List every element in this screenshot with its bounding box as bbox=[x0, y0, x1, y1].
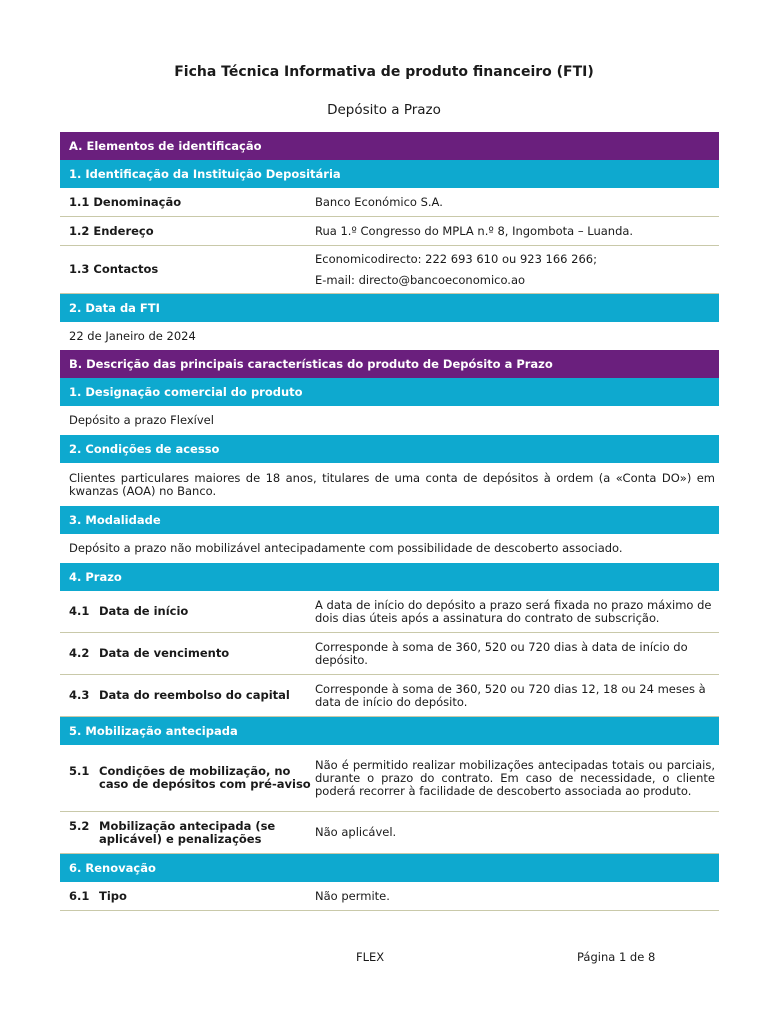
data-vencimento-number: 4.2 bbox=[69, 646, 90, 660]
section-b3-header: 3. Modalidade bbox=[60, 506, 719, 534]
section-a-header: A. Elementos de identificação bbox=[60, 132, 719, 160]
endereco-label: 1.2 Endereço bbox=[69, 223, 154, 238]
data-vencimento-value: Corresponde à soma de 360, 520 ou 720 dias à data de início do depósito. bbox=[315, 639, 688, 667]
condicoes-mobilizacao-value: Não é permitido realizar mobilizações antecipadas totais ou parciais, durante o prazo do contrato. Em caso de necessidade, o cliente poderá recorrer à facilidade de descoberto associada ao produto. bbox=[315, 757, 715, 798]
data-reembolso-label bbox=[60, 689, 315, 702]
mobilizacao-antecipada-value: Não aplicável. bbox=[315, 825, 397, 839]
row-data-reembolso bbox=[60, 675, 719, 717]
data-inicio-number: 4.1 bbox=[69, 604, 90, 618]
condicoes-mobilizacao-text: Condições de mobilização, no caso de depósitos com pré-aviso bbox=[99, 764, 311, 791]
modality-text: Depósito a prazo não mobilizável antecipadamente com possibilidade de descoberto associado. bbox=[69, 541, 623, 555]
fti-table bbox=[60, 132, 719, 911]
section-2-header: 2. Data da FTI bbox=[60, 294, 719, 322]
contactos-email: E-mail: directo@bancoeconomico.ao bbox=[315, 272, 526, 287]
row-renovacao-tipo bbox=[60, 882, 719, 911]
product-name: Depósito a prazo Flexível bbox=[69, 413, 214, 427]
data-inicio-label bbox=[60, 605, 315, 618]
mobilizacao-antecipada-label bbox=[60, 820, 315, 846]
contactos-value bbox=[315, 253, 719, 287]
row-endereco bbox=[60, 217, 719, 246]
data-vencimento-text: Data de vencimento bbox=[99, 646, 230, 660]
row-contactos bbox=[60, 246, 719, 294]
footer-page-number: Página 1 de 8 bbox=[577, 950, 656, 964]
renovacao-tipo-label bbox=[60, 890, 315, 903]
data-inicio-text: Data de início bbox=[99, 604, 189, 618]
condicoes-mobilizacao-label bbox=[60, 765, 315, 791]
data-inicio-value: A data de início do depósito a prazo será fixada no prazo máximo de dois dias úteis após a assinatura do contrato de subscrição. bbox=[315, 597, 712, 625]
endereco-value: Rua 1.º Congresso do MPLA n.º 8, Ingombota – Luanda. bbox=[315, 223, 634, 238]
data-reembolso-value: Corresponde à soma de 360, 520 ou 720 dias 12, 18 ou 24 meses à data de início do depósito. bbox=[315, 681, 706, 709]
row-condicoes-mobilizacao bbox=[60, 745, 719, 812]
section-b1-header: 1. Designação comercial do produto bbox=[60, 378, 719, 406]
row-mobilizacao-antecipada bbox=[60, 812, 719, 854]
access-conditions: Clientes particulares maiores de 18 anos, titulares de uma conta de depósitos à ordem (a «Conta DO») em kwanzas (AOA) no Banco. bbox=[69, 470, 715, 498]
row-data-vencimento bbox=[60, 633, 719, 675]
row-denominacao bbox=[60, 188, 719, 217]
denominacao-label: 1.1 Denominação bbox=[69, 194, 182, 209]
section-b4-header: 4. Prazo bbox=[60, 563, 719, 591]
data-reembolso-text: Data do reembolso do capital bbox=[99, 688, 290, 702]
renovacao-tipo-text: Tipo bbox=[99, 888, 127, 903]
contactos-label: 1.3 Contactos bbox=[69, 262, 159, 276]
fti-date: 22 de Janeiro de 2024 bbox=[69, 328, 196, 343]
footer-product-code: FLEX bbox=[356, 950, 385, 964]
condicoes-mobilizacao-number: 5.1 bbox=[69, 764, 90, 778]
document-title: Ficha Técnica Informativa de produto financeiro (FTI) bbox=[174, 64, 594, 80]
data-vencimento-label bbox=[60, 647, 315, 660]
denominacao-value: Banco Económico S.A. bbox=[315, 194, 443, 209]
section-b6-header: 6. Renovação bbox=[60, 854, 719, 882]
row-data-inicio bbox=[60, 591, 719, 633]
mobilizacao-antecipada-text: Mobilização antecipada (se aplicável) e penalizações bbox=[99, 818, 276, 846]
section-b5-header: 5. Mobilização antecipada bbox=[60, 717, 719, 745]
section-1-header: 1. Identificação da Instituição Depositária bbox=[60, 160, 719, 188]
section-b2-header: 2. Condições de acesso bbox=[60, 435, 719, 463]
renovacao-tipo-value: Não permite. bbox=[315, 888, 390, 903]
document-subtitle: Depósito a Prazo bbox=[327, 102, 441, 118]
contactos-phone: Economicodirecto: 222 693 610 ou 923 166 266; bbox=[315, 251, 597, 266]
mobilizacao-antecipada-number: 5.2 bbox=[69, 818, 90, 833]
data-reembolso-number: 4.3 bbox=[69, 688, 90, 702]
renovacao-tipo-number: 6.1 bbox=[69, 888, 90, 903]
section-b-header: B. Descrição das principais características do produto de Depósito a Prazo bbox=[60, 350, 719, 378]
